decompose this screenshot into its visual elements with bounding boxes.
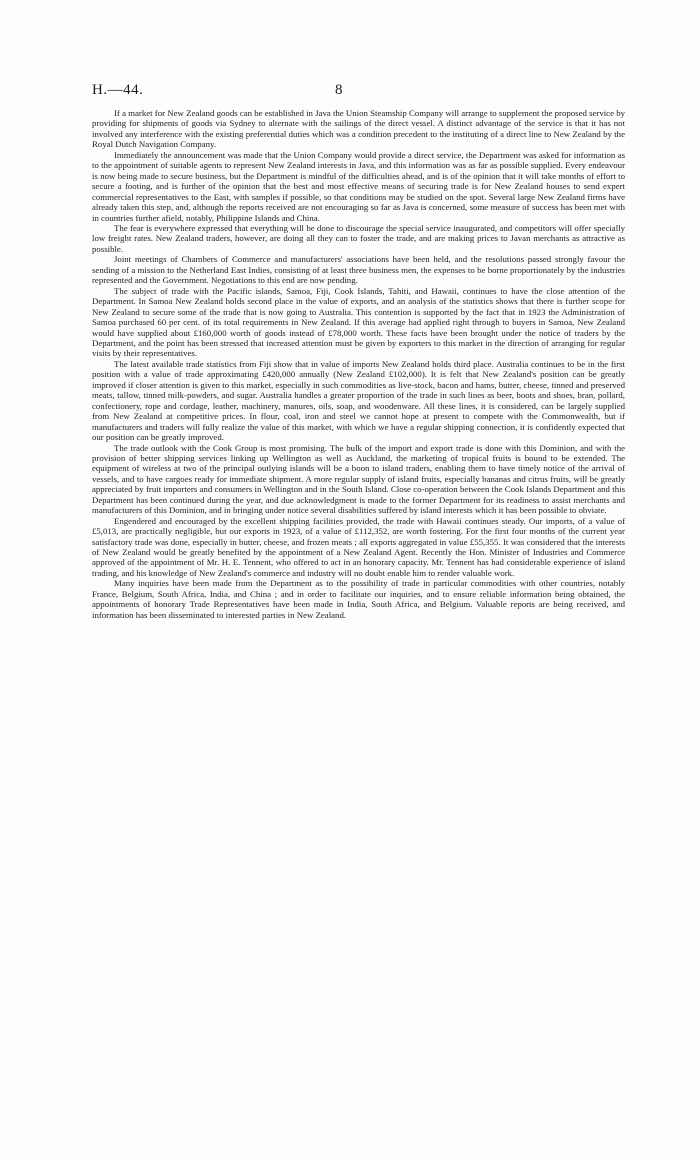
paragraph-competition: The fear is everywhere expressed that everything will be done to discourage the special service inaugurated, and competitors will offer specially low freight rates. New Zealand traders, however, are doing all they can to foster the trade, and are making prices to Javan merchants as attractive as possible.: [92, 222, 625, 254]
body-text: [92, 108, 625, 620]
paragraph-joint-meetings: Joint meetings of Chambers of Commerce and manufacturers' associations have been held, and the resolutions passed strongly favour the sending of a mission to the Netherland East Indies, consisting of at least three business men, the expenses to be borne proportionately by the industries represented and the Government. Negotiations to this end are now pending.: [92, 254, 625, 286]
page-number: 8: [335, 82, 343, 98]
paragraph-samoa: The subject of trade with the Pacific islands, Samoa, Fiji, Cook Islands, Tahiti, and Hawaii, continues to have the close attention of the Department. In Samoa New Zealand holds second place in the value of exports, and an analysis of the statistics shows that there is further scope for New Zealand to secure some of the trade that is now going to Australia. This contention is supported by the fact that in 1923 the Administration of Samoa purchased 60 per cent. of its total requirements in New Zealand. If this average had applied right through to buyers in Samoa, New Zealand would have supplied about £160,000 worth of goods instead of £78,000 worth. These facts have been brought under the notice of traders by the Department, and the point has been stressed that increased attention must be given by exporters to this market in the direction of arranging for regular visits by their representatives.: [92, 285, 625, 359]
paragraph-cook-group: The trade outlook with the Cook Group is most promising. The bulk of the import and export trade is done with this Dominion, and with the provision of better shipping services linking up Wellington as well as Auckland, the marketing of tropical fruits is bound to be extended. The equipment of wireless at two of the principal outlying islands will be a boon to island traders, enabling them to have timely notice of the arrival of vessels, and to have cargoes ready for immediate shipment. A more regular supply of island fruits, especially bananas and citrus fruits, will be greatly appreciated by fruit importers and consumers in Wellington and in the South Island. Close co-operation between the Cook Islands Department and this Department has been continued during the year, and due acknowledgment is made to the former Department for its readiness to assist merchants and manufacturers of this Dominion, and in bringing under notice several disabilities suffered by island interests which it has been possible to obviate.: [92, 442, 625, 516]
paragraph-trade-representatives: Many inquiries have been made from the Department as to the possibility of trade in particular commodities with other countries, notably France, Belgium, South Africa, India, and China ; and in order to facilitate our inquiries, and to ensure reliable information being obtained, the appointments of honorary Trade Representatives have been made in India, South Africa, and Belgium. Valuable reports are being received, and information has been disseminated to interested parties in New Zealand.: [92, 578, 625, 620]
paragraph-java-agents: Immediately the announcement was made that the Union Company would provide a direct service, the Department was asked for information as to the appointment of suitable agents to represent New Zealand interests in Java, and this information was as far as possible supplied. Every endeavour is now being made to secure business, but the Department is mindful of the difficulties ahead, and is of the opinion that it will take months of effort to secure a footing, and is further of the opinion that the best and most effective means of securing trade is for New Zealand houses to send expert commercial representatives to the East, with samples if possible, so that conditions may be studied on the spot. Several large New Zealand firms have already taken this step, and, although the reports received are not encouraging so far as Java is concerned, some measure of success has been met with in countries further afield, notably, Philippine Islands and China.: [92, 149, 625, 223]
paragraph-java-shipping: If a market for New Zealand goods can be established in Java the Union Steamship Company will arrange to supplement the proposed service by providing for shipments of goods via Sydney to alternate with the sailings of the direct vessel. A distinct advantage of the service is that it has not involved any interference with the existing preferential duties which was a condition precedent to the instituting of a direct line to New Zealand by the Royal Dutch Navigation Company.: [92, 108, 625, 150]
paragraph-fiji: The latest available trade statistics from Fiji show that in value of imports New Zealand holds third place. Australia continues to be in the first position with a value of trade approximating £420,000 annually (New Zealand £102,000). It is felt that New Zealand's position can be greatly improved if closer attention is given to this market, especially in such commodities as live-stock, bacon and hams, butter, cheese, tinned and preserved meats, tallow, tinned milk-powders, and sugar. Australia handles a greater proportion of the trade in such lines as beer, boots and shoes, bran, pollard, confectionery, rope and cordage, leather, machinery, manures, oils, soap, and woodenware. All these lines, it is considered, can be largely supplied from New Zealand at competitive prices. In flour, coal, iron and steel we cannot hope at present to compete with the Commonwealth, but if manufacturers and traders will fully realize the value of this market, with which we have a regular shipping connection, it is confidently expected that our position can be greatly improved.: [92, 358, 625, 443]
document-reference: H.—44.: [92, 82, 144, 98]
paragraph-hawaii: Engendered and encouraged by the excellent shipping facilities provided, the trade with Hawaii continues steady. Our imports, of a value of £5,013, are practically negligible, but our exports in 1923, of a value of £112,352, are worth fostering. For the first four months of the current year satisfactory trade was done, especially in butter, cheese, and frozen meats ; all exports aggregated in value £55,355. It was considered that the interests of New Zealand would be greatly benefited by the appointment of a New Zealand Agent. Recently the Hon. Minister of Industries and Commerce approved of the appointment of Mr. H. E. Tennent, who offered to act in an honorary capacity. Mr. Tennent has had considerable experience of island trading, and his knowledge of New Zealand's commerce and industry will no doubt enable him to render valuable work.: [92, 515, 625, 578]
